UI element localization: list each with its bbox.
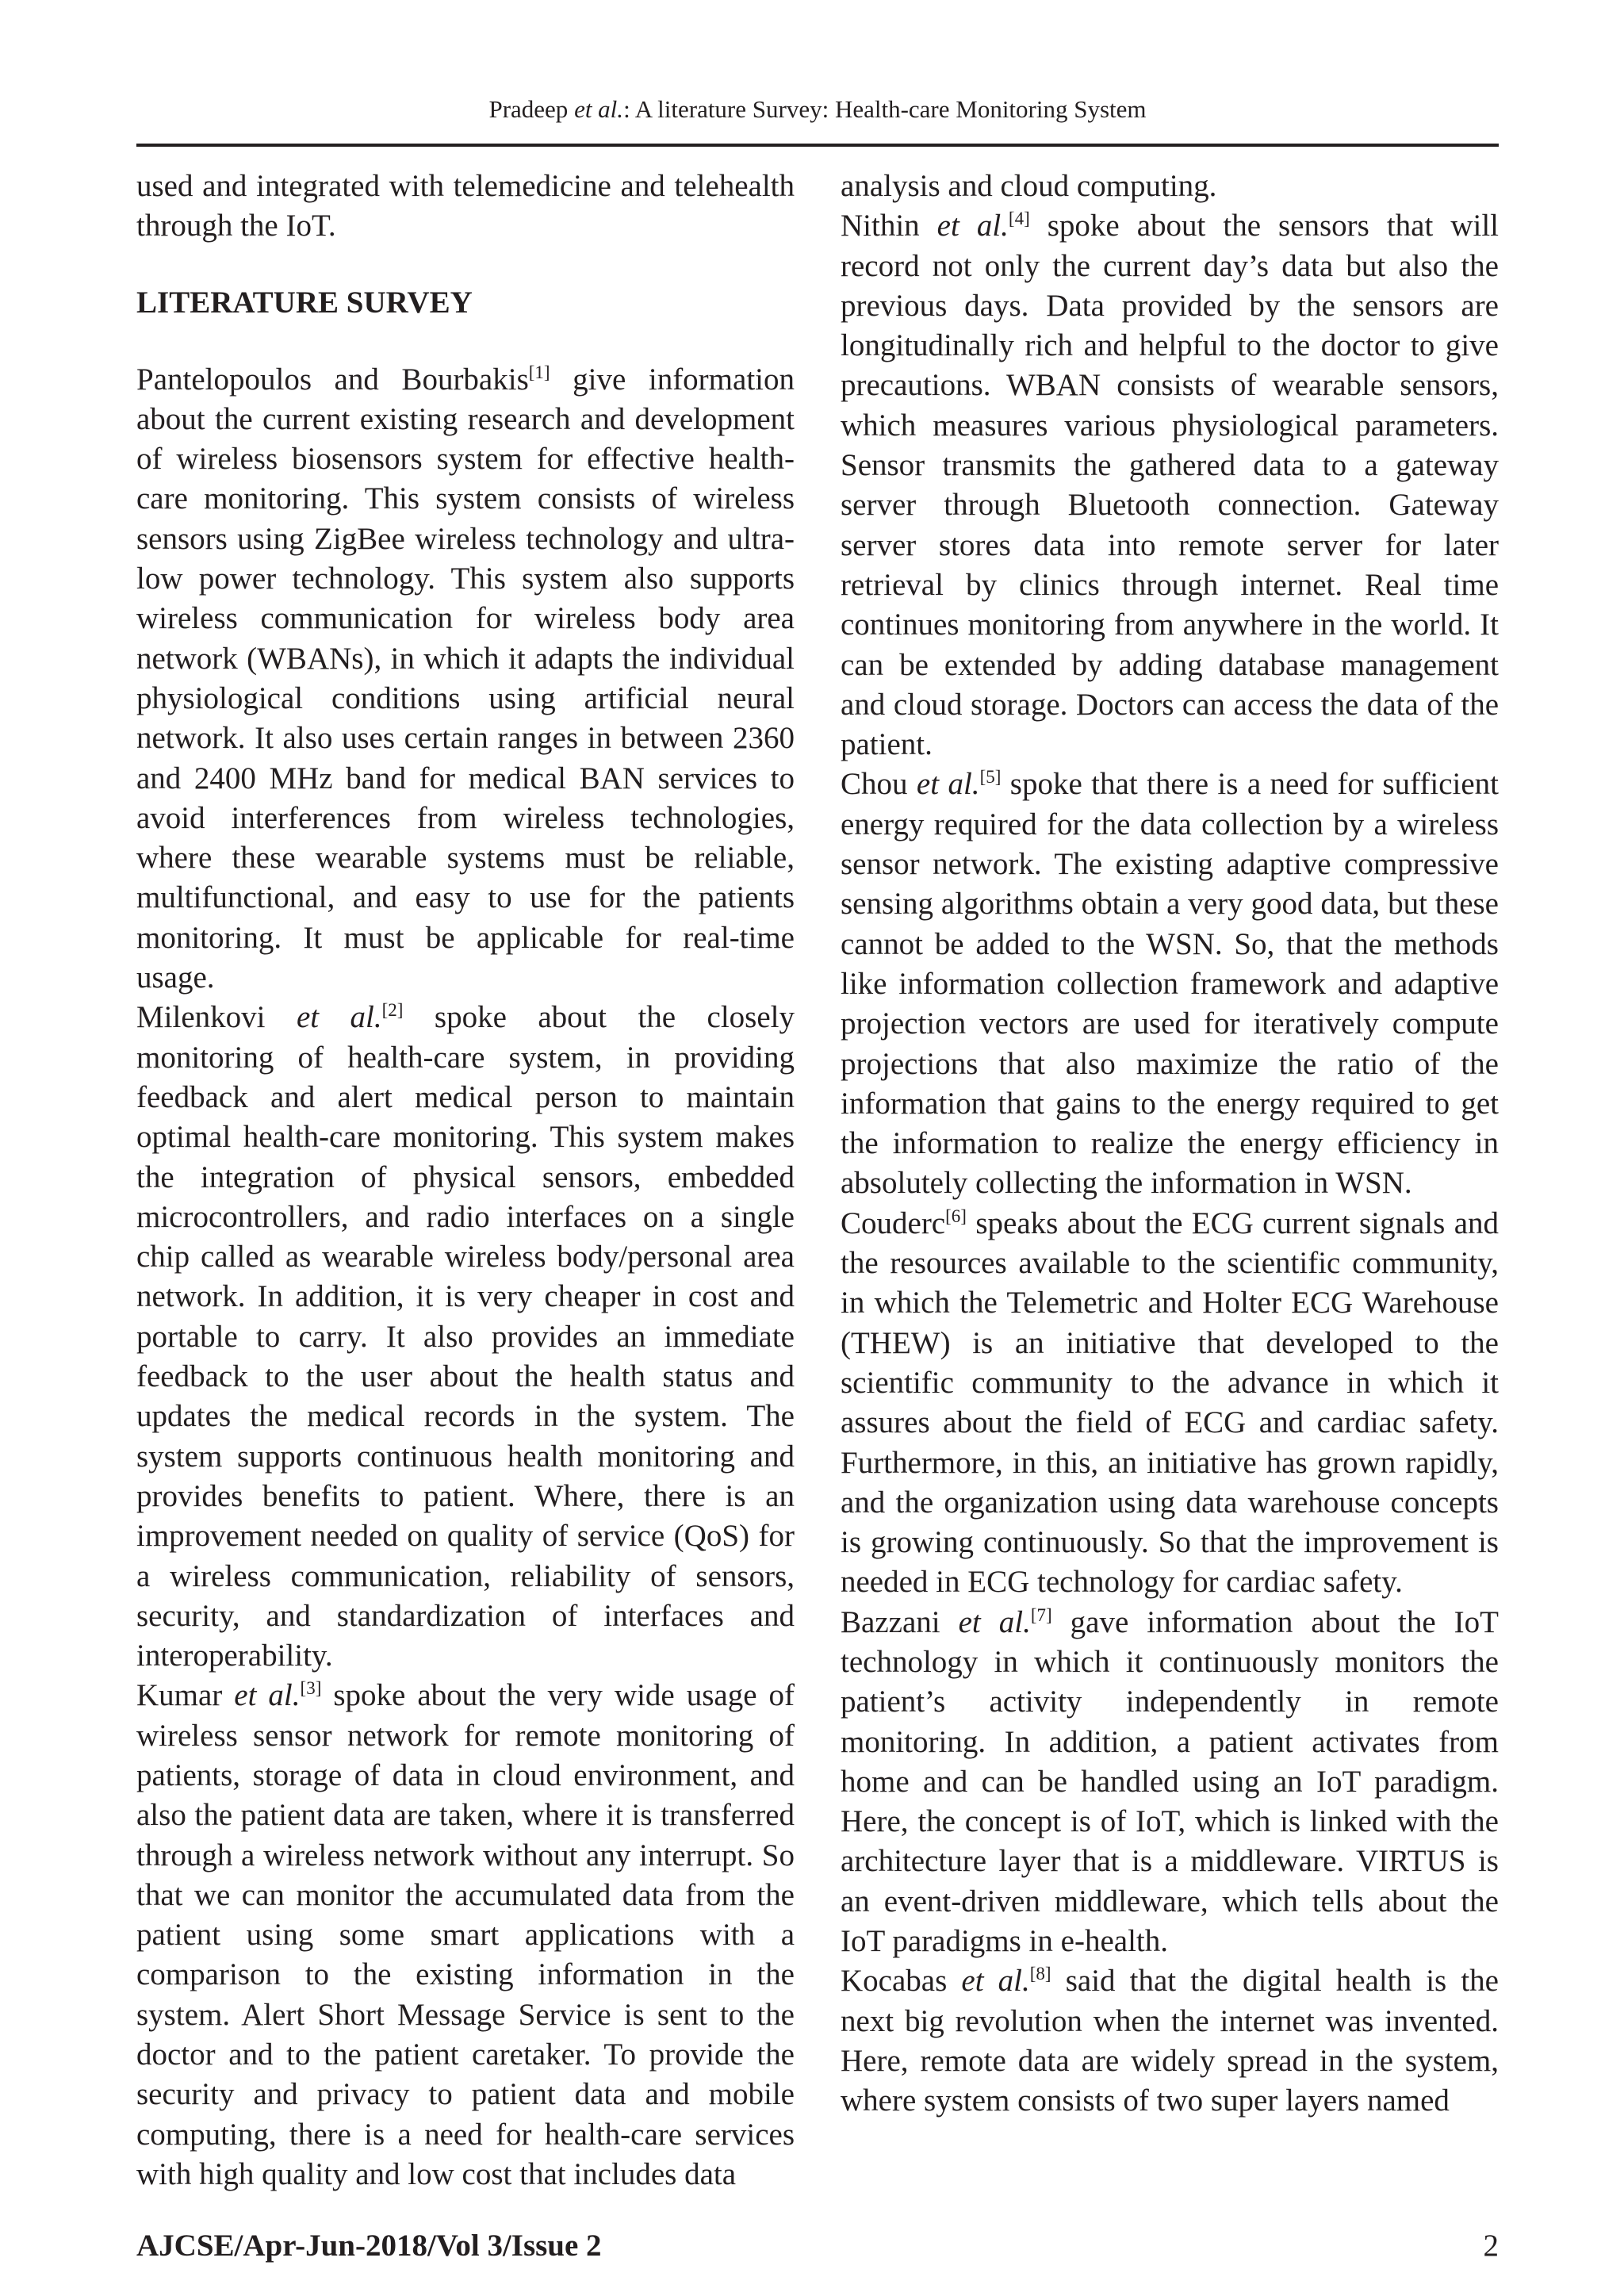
column-continuation: analysis and cloud computing. <box>841 169 1217 203</box>
paragraph-nithin <box>841 206 1499 765</box>
left-column <box>136 167 795 2194</box>
paragraph-text: gave information about the IoT technology in which it continuously monitors the patient’s activity independently in remote monitoring. In addition, a patient activates from home and can be handled using an IoT paradigm. Here, the concept is of IoT, which is linked with the architecture layer that is a middleware. VIRTUS is an event-driven middleware, which tells about the IoT paradigms in e-health. <box>841 1604 1499 1959</box>
citation-etal: et al. <box>296 1000 382 1035</box>
citation-etal: et al. <box>961 1964 1030 1999</box>
paragraph-text: speaks about the ECG current signals and the resources available to the scientific community, in which the Telemetric and Holter ECG Warehouse (THEW) is an initiative that developed to the scientific community to the advance in which it assures about the field of ECG and cardiac safety. Furthermore, in this, an initiative has grown rapidly, and the organization using data warehouse concepts is growing continuously. So that the improvement is needed in ECG technology for cardiac safety. <box>841 1205 1499 1600</box>
citation-authors: Pantelopoulos and Bourbakis <box>136 362 529 397</box>
paragraph-text: spoke that there is a need for sufficient energy required for the data collection by a wireless sensor network. The existing adaptive compressive sensing algorithms obtain a very good data, but these cannot be added to the WSN. So, that the methods like information collection framework and adaptive projection vectors are used for iteratively compute projections that also maximize the ratio of the information that gains to the energy required to get the information to realize the energy efficiency in absolutely collecting the information in WSN. <box>841 767 1500 1201</box>
citation-authors: Milenkovi <box>136 1000 297 1035</box>
paragraph-text: spoke about the closely monitoring of health-care system, in providing feedback and alert medical person to maintain optimal health-care monitoring. This system makes the integration of physical sensors, embedded microcontrollers, and radio interfaces on a single chip called as wearable wireless body/personal area network. In addition, it is very cheaper in cost and portable to carry. It also provides an immediate feedback to the user about the health status and updates the medical records in the system. The system supports continuous health monitoring and provides benefits to patient. Where, there is an improvement needed on quality of service (QoS) for a wireless communication, reliability of sensors, security, and standardization of interfaces and interoperability. <box>136 1000 795 1673</box>
citation-ref: [8] <box>1029 1964 1051 1984</box>
citation-authors: Kumar <box>136 1678 235 1713</box>
footer-journal-info: AJCSE/Apr-Jun-2018/Vol 3/Issue 2 <box>136 2229 602 2263</box>
paragraph-kocabas <box>841 1961 1499 2121</box>
paragraph-couderc <box>841 1204 1499 1603</box>
running-header <box>136 94 1499 125</box>
paragraph-kumar <box>136 1676 795 2194</box>
header-title: : A literature Survey: Health-care Monitoring System <box>623 95 1147 123</box>
paragraph-text: spoke about the sensors that will record not only the current day’s data but also the previous days. Data provided by the sensors are longitudinally rich and helpful to the doctor to give precautions. WBAN consists of wearable sensors, which measures various physiological parameters. Sensor transmits the gathered data to a gateway server through Bluetooth connection. Gateway server stores data into remote server for later retrieval by clinics through internet. Real time continues monitoring from anywhere in the world. It can be extended by adding database management and cloud storage. Doctors can access the data of the patient. <box>841 209 1499 762</box>
citation-authors: Chou <box>841 767 917 802</box>
paragraph-milenkovi <box>136 998 795 1676</box>
citation-ref: [6] <box>945 1205 967 1226</box>
paragraph-bazzani <box>841 1603 1499 1962</box>
citation-etal: et al. <box>958 1604 1031 1639</box>
page-number: 2 <box>1483 2229 1499 2263</box>
paragraph-pantelopoulos <box>136 360 795 999</box>
citation-ref: [3] <box>300 1678 322 1699</box>
citation-ref: [7] <box>1030 1604 1052 1625</box>
citation-authors: Nithin <box>841 209 937 243</box>
citation-ref: [5] <box>979 767 1002 788</box>
intro-continuation: used and integrated with telemedicine and telehealth through the IoT. <box>136 169 795 243</box>
citation-authors: Couderc <box>841 1205 946 1240</box>
paragraph-text: spoke about the very wide usage of wireless sensor network for remote monitoring of patients, storage of data in cloud environment, and also the patient data are taken, where it is transferred through a wireless network without any interrupt. So that we can monitor the accumulated data from the patient using some smart applications with a comparison to the existing information in the system. Alert Short Message Service is sent to the doctor and to the patient caretaker. To provide the security and privacy to patient data and mobile computing, there is a need for health-care services with high quality and low cost that includes data <box>136 1678 795 2191</box>
citation-ref: [1] <box>528 362 550 382</box>
citation-etal: et al. <box>936 209 1009 243</box>
citation-ref: [4] <box>1008 209 1030 229</box>
citation-authors: Bazzani <box>841 1604 959 1639</box>
header-etal: et al. <box>574 95 624 123</box>
citation-etal: et al. <box>234 1678 301 1713</box>
section-heading: LITERATURE SURVEY <box>136 285 473 320</box>
citation-authors: Kocabas <box>841 1964 962 1999</box>
citation-ref: [2] <box>381 1000 404 1021</box>
paragraph-text: give information about the current existing research and development of wireless biosensors system for effective health-care monitoring. This system consists of wireless sensors using ZigBee wireless technology and ultra-low power technology. This system also supports wireless communication for wireless body area network (WBANs), in which it adapts the individual physiological conditions using artificial neural network. It also uses certain ranges in between 2360 and 2400 MHz band for medical BAN services to avoid interferences from wireless technologies, where these wearable systems must be reliable, multifunctional, and easy to use for the patients monitoring. It must be applicable for real-time usage. <box>136 362 795 995</box>
header-author: Pradeep <box>488 95 569 123</box>
paragraph-chou <box>841 765 1499 1203</box>
paragraph-text: said that the digital health is the next big revolution when the internet was invented. Here, remote data are widely spread in the system, where system consists of two super layers named <box>841 1964 1499 2118</box>
header-rule <box>136 144 1499 147</box>
right-column <box>841 167 1499 2122</box>
citation-etal: et al. <box>916 767 980 802</box>
